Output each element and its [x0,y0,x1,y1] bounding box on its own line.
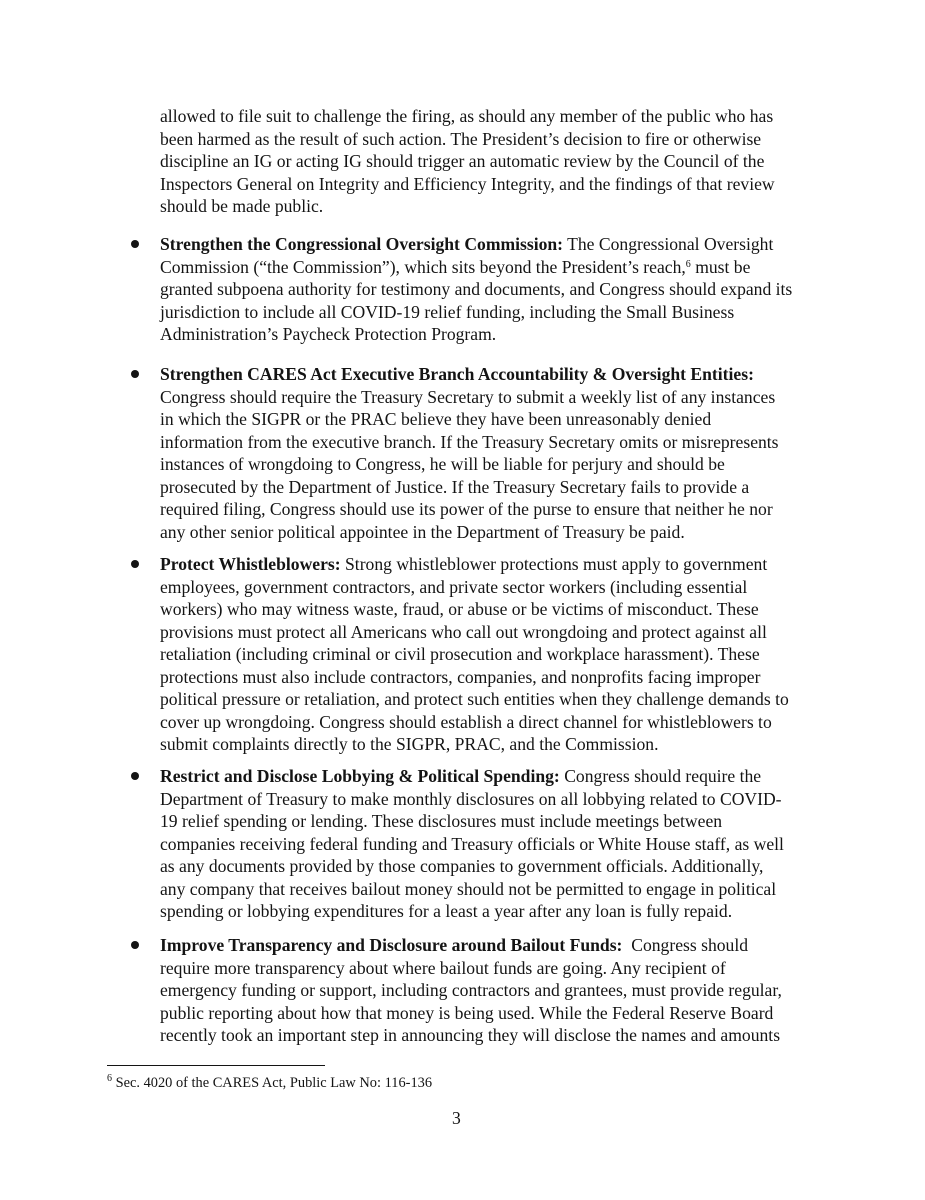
bullet-heading: Strengthen CARES Act Executive Branch Accountability & Oversight Entities: [160,364,754,384]
bullet-icon [131,560,139,568]
footnote-reference: 6 [685,258,691,270]
text-line: in which the SIGPR or the PRAC believe they have been unreasonably denied [160,409,712,429]
text-line [160,765,820,788]
bullet-text: Commission (“the Commission”), which sits beyond the President’s reach, [160,256,686,277]
text-line: any company that receives bailout money should not be permitted to engage in political [160,878,777,899]
bullet-text: Congress should require the [559,766,762,786]
text-line: allowed to file suit to challenge the firing, as should any member of the public who has [160,106,774,126]
text-line: Administration’s Paycheck Protection Program. [160,324,497,344]
footnote [107,1074,432,1092]
text-line: submit complaints directly to the SIGPR, PRAC, and the Commission. [160,734,659,754]
text-line: as any documents provided by those companies to government officials. Additionally, [160,856,764,876]
text-line: Inspectors General on Integrity and Efficiency Integrity, and the findings of that review [160,173,775,194]
text-line: political pressure or retaliation, and protect such entities when they challenge demands to [160,689,789,709]
text-line: instances of wrongdoing to Congress, he will be liable for perjury and should be [160,454,725,474]
bullet-oversight-commission [160,233,820,346]
text-line: granted subpoena authority for testimony and documents, and Congress should expand its [160,279,793,299]
footnote-text: Sec. 4020 of the CARES Act, Public Law No: 116-136 [112,1075,433,1091]
intro-paragraph [160,105,820,218]
text-line: any other senior political appointee in the Department of Treasury be paid. [160,521,685,542]
text-line: information from the executive branch. If the Treasury Secretary omits or misrepresents [160,431,779,452]
bullet-heading: Improve Transparency and Disclosure around Bailout Funds: [160,935,623,955]
text-line: require more transparency about where bailout funds are going. Any recipient of [160,957,726,978]
text-line: jurisdiction to include all COVID-19 relief funding, including the Small Business [160,301,735,322]
text-line: 19 relief spending or lending. These disclosures must include meetings between [160,811,723,831]
bullet-text: Strong whistleblower protections must apply to government [340,554,768,574]
page-number: 3 [452,1108,461,1128]
bullet-text: must be [690,256,751,277]
text-line: Congress should require the Treasury Secretary to submit a weekly list of any instances [160,386,776,407]
text-line: Department of Treasury to make monthly disclosures on all lobbying related to COVID- [160,788,782,809]
text-line: protections must also include contractors, companies, and nonprofits facing improper [160,666,761,687]
bullet-text: Congress should [622,935,749,955]
text-line: been harmed as the result of such action. The President’s decision to fire or otherwise [160,128,762,149]
text-line: required filing, Congress should use its power of the purse to ensure that neither he nor [160,499,773,519]
bullet-heading: Protect Whistleblowers: [160,554,341,574]
bullet-bailout-transparency [160,934,820,1047]
text-line: discipline an IG or acting IG should trigger an automatic review by the Council of the [160,151,765,171]
text-line [160,233,820,256]
text-line: prosecuted by the Department of Justice. If the Treasury Secretary fails to provide a [160,476,750,497]
text-line: recently took an important step in announcing they will disclose the names and amounts [160,1025,781,1045]
bullet-icon [131,941,139,949]
text-line: public reporting about how that money is being used. While the Federal Reserve Board [160,1002,774,1023]
text-line: emergency funding or support, including contractors and grantees, must provide regular, [160,980,782,1000]
bullet-text: The Congressional Oversight [563,234,774,254]
bullet-icon [131,240,139,248]
text-line: should be made public. [160,196,324,216]
text-line: cover up wrongdoing. Congress should establish a direct channel for whistleblowers to [160,711,772,732]
bullet-heading: Restrict and Disclose Lobbying & Political Spending: [160,766,560,786]
text-line: provisions must protect all Americans who call out wrongdoing and protect against all [160,621,767,642]
bullet-cares-act-accountability [160,363,820,543]
text-line: retaliation (including criminal or civil prosecution and workplace harassment). These [160,644,760,664]
text-line [160,553,820,576]
text-line: workers) who may witness waste, fraud, or abuse or be victims of misconduct. These [160,599,759,619]
text-line: companies receiving federal funding and Treasury officials or White House staff, as well [160,833,784,854]
footnote-number: 6 [107,1073,112,1084]
footnote-divider [107,1065,325,1066]
bullet-icon [131,370,139,378]
bullet-icon [131,772,139,780]
text-line: spending or lobbying expenditures for a least a year after any loan is fully repaid. [160,901,733,921]
bullet-heading: Strengthen the Congressional Oversight Commission: [160,234,564,254]
bullet-lobbying-disclosure [160,765,820,923]
text-line [160,256,820,279]
text-line [160,934,820,957]
text-line: employees, government contractors, and private sector workers (including essential [160,576,748,597]
bullet-protect-whistleblowers [160,553,820,756]
